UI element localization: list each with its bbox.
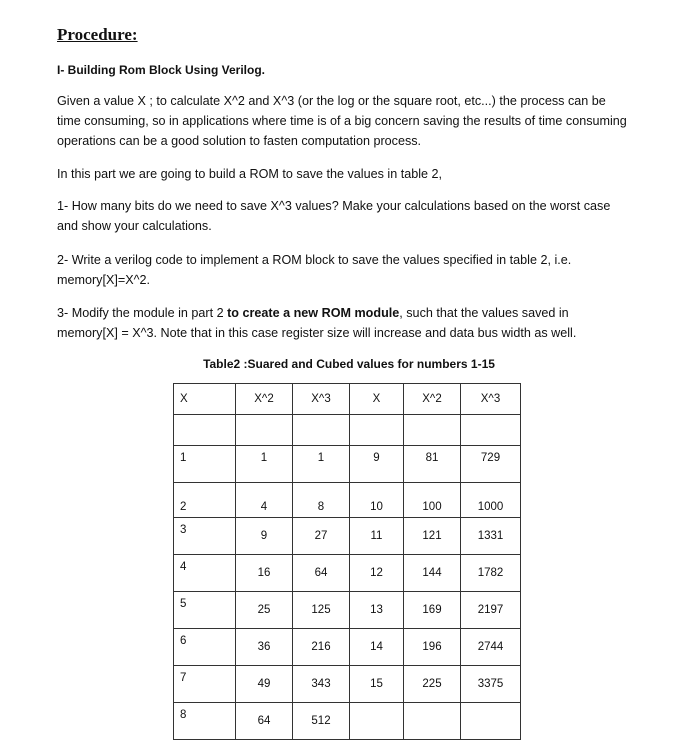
table-cell: 8: [293, 483, 350, 518]
table-cell: 1000: [461, 483, 521, 518]
table-cell: 9: [350, 446, 404, 483]
table-cell: 216: [293, 629, 350, 666]
table-cell: 64: [293, 555, 350, 592]
table-cell: 2: [174, 483, 236, 518]
table-cell: 6: [174, 629, 236, 666]
question-2: 2- Write a verilog code to implement a ROM block to save the values specified in table 2, i.e. memory[X]=X^2.: [57, 253, 572, 287]
table-cell: 196: [404, 629, 461, 666]
table-cell: 169: [404, 592, 461, 629]
table-cell: 12: [350, 555, 404, 592]
table-row: [174, 555, 521, 592]
table-cell: 81: [404, 446, 461, 483]
question-3-before: 3- Modify the module in part 2: [57, 306, 228, 320]
table-cell: 64: [236, 703, 293, 740]
table-row: [174, 666, 521, 703]
table-row: [174, 703, 521, 740]
table-cell: 343: [293, 666, 350, 703]
table-cell: 125: [293, 592, 350, 629]
table-cell: 2744: [461, 629, 521, 666]
table-cell: 13: [350, 592, 404, 629]
table-spacer-row: [174, 415, 521, 446]
table-cell: 225: [404, 666, 461, 703]
table-cell: 10: [350, 483, 404, 518]
table-cell: 5: [174, 592, 236, 629]
header-x2-2: X^2: [404, 384, 461, 415]
table-cell: 1: [293, 446, 350, 483]
table-header-row: [174, 384, 521, 415]
table-cell: 1: [236, 446, 293, 483]
table-cell: 4: [174, 555, 236, 592]
table-caption: Table2 :Suared and Cubed values for numbers 1-15: [203, 357, 495, 371]
table-cell: 7: [174, 666, 236, 703]
table-cell: 3: [174, 518, 236, 555]
table-cell: 14: [350, 629, 404, 666]
table-row: [174, 483, 521, 518]
table-cell: 15: [350, 666, 404, 703]
header-x3-2: X^3: [461, 384, 521, 415]
table-row: [174, 629, 521, 666]
header-x-2: X: [350, 384, 404, 415]
table-cell: 3375: [461, 666, 521, 703]
table-cell: [350, 703, 404, 740]
table-cell: 9: [236, 518, 293, 555]
question-3: [57, 303, 632, 343]
table-cell: 25: [236, 592, 293, 629]
table-cell: 729: [461, 446, 521, 483]
table-cell: 36: [236, 629, 293, 666]
table-cell: 49: [236, 666, 293, 703]
table-cell: 8: [174, 703, 236, 740]
header-x3-1: X^3: [293, 384, 350, 415]
section-subheading: I- Building Rom Block Using Verilog.: [57, 63, 266, 77]
table-row: [174, 518, 521, 555]
table-row: [174, 592, 521, 629]
header-x-1: X: [174, 384, 236, 415]
intro-paragraph: Given a value X ; to calculate X^2 and X^3 (or the log or the square root, etc...) the process can be time consuming, so in applications where time is of a big concern saving the results of time consuming operations can be a good solution to fasten computation process.: [57, 94, 627, 148]
table-cell: 1331: [461, 518, 521, 555]
table-cell: 4: [236, 483, 293, 518]
table-row: [174, 446, 521, 483]
table-cell: 1: [174, 446, 236, 483]
table-cell: 512: [293, 703, 350, 740]
table-cell: [461, 703, 521, 740]
question-1: 1- How many bits do we need to save X^3 values? Make your calculations based on the worst case and show your calculations.: [57, 199, 611, 233]
table-cell: 144: [404, 555, 461, 592]
table-cell: 121: [404, 518, 461, 555]
rom-intro-paragraph: In this part we are going to build a ROM to save the values in table 2,: [57, 167, 443, 181]
table-cell: [404, 703, 461, 740]
question-3-after: , such that the values saved in memory[X] = X^3. Note that in this case register size will increase and data bus width as well.: [57, 306, 577, 340]
question-3-bold: to create a new ROM module: [227, 306, 400, 320]
table-cell: 16: [236, 555, 293, 592]
values-table: [173, 383, 521, 740]
header-x2-1: X^2: [236, 384, 293, 415]
table-cell: 1782: [461, 555, 521, 592]
table-cell: 27: [293, 518, 350, 555]
table-cell: 100: [404, 483, 461, 518]
procedure-heading: Procedure:: [57, 25, 138, 44]
table-cell: 11: [350, 518, 404, 555]
table-cell: 2197: [461, 592, 521, 629]
